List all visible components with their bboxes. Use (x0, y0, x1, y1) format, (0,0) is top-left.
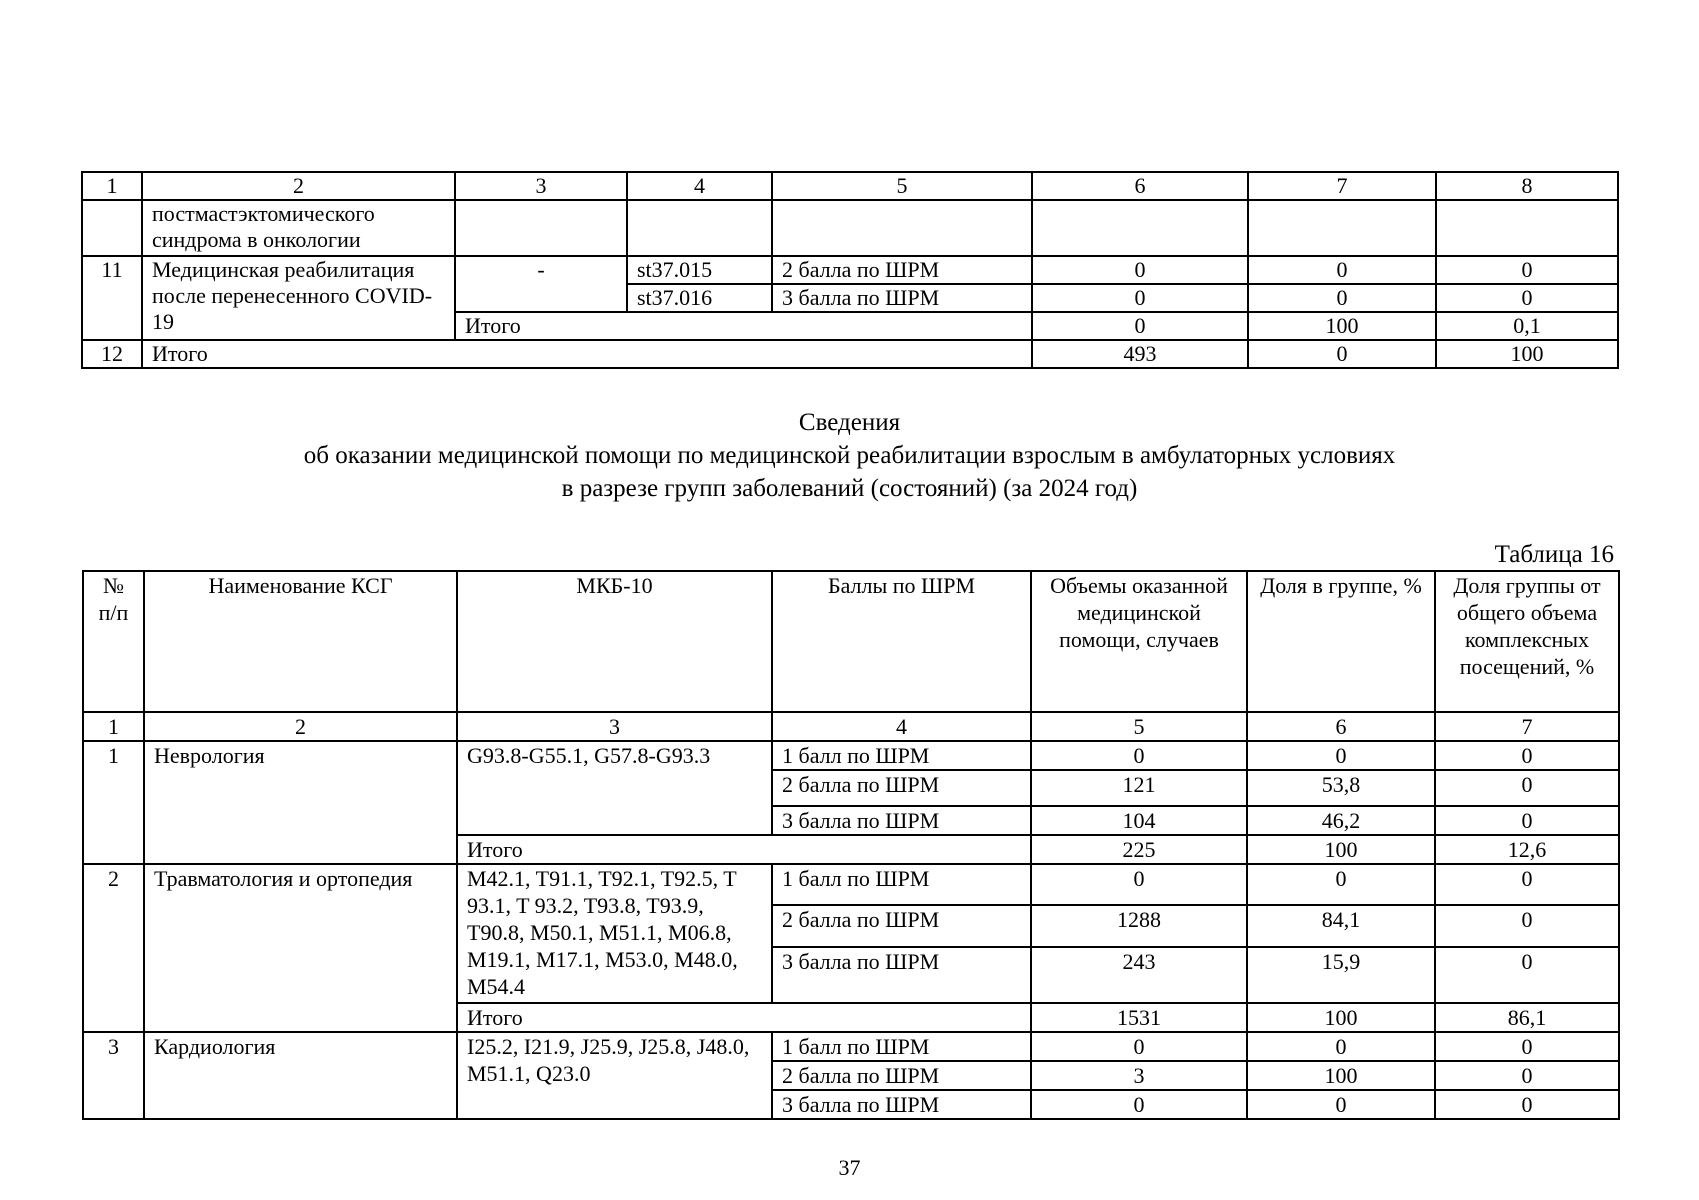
total-label: Итого (457, 1003, 1031, 1032)
value-cell: 0 (1248, 340, 1436, 368)
value-cell: 0 (1435, 770, 1619, 806)
col-number: 4 (627, 172, 772, 200)
value-cell: 0 (1248, 256, 1436, 284)
value-cell: 1288 (1031, 905, 1247, 947)
value-cell: 0 (1032, 256, 1248, 284)
row-number: 12 (82, 340, 142, 368)
value-cell: 0 (1436, 256, 1618, 284)
col-number: 1 (83, 712, 144, 741)
value-cell: 0 (1435, 1090, 1619, 1119)
value-cell: 100 (1247, 1003, 1435, 1032)
value-cell: 0 (1435, 806, 1619, 835)
cell (1032, 200, 1248, 256)
value-cell: 86,1 (1435, 1003, 1619, 1032)
score-cell: 2 балла по ШРМ (772, 1061, 1031, 1090)
col-number: 2 (142, 172, 455, 200)
mkb-codes: M42.1, T91.1, T92.1, T92.5, T 93.1, T 93.2, T93.8, T93.9, T90.8, M50.1, M51.1, M06.8, M19.1, M17.1, M53.0, M48.0, M54.4 (457, 864, 772, 1003)
group-name: Кардиология (144, 1032, 457, 1119)
col-number: 3 (457, 712, 772, 741)
col-number: 4 (772, 712, 1031, 741)
header-cell: № п/п (83, 571, 144, 712)
group-name: Неврология (144, 741, 457, 864)
ksg-code: st37.016 (627, 284, 772, 312)
mkb-code: - (455, 256, 627, 312)
header-row (83, 571, 1619, 712)
ksg-code: st37.015 (627, 256, 772, 284)
value-cell: 0 (1247, 864, 1435, 905)
title-line: в разрезе групп заболеваний (состояний) (за 2024 год) (561, 475, 1138, 502)
value-cell: 0 (1247, 1090, 1435, 1119)
value-cell: 53,8 (1247, 770, 1435, 806)
group-number: 3 (83, 1032, 144, 1119)
value-cell: 243 (1031, 947, 1247, 1003)
col-number: 6 (1247, 712, 1435, 741)
title-line: об оказании медицинской помощи по медицинской реабилитации взрослым в амбулаторных условиях (303, 442, 1396, 469)
value-cell: 0 (1247, 741, 1435, 770)
value-cell: 0 (1435, 741, 1619, 770)
page-number: 37 (838, 1155, 861, 1180)
score-cell: 1 балл по ШРМ (772, 864, 1031, 905)
value-cell: 0 (1032, 284, 1248, 312)
value-cell: 100 (1248, 312, 1436, 340)
value-cell: 0 (1031, 1032, 1247, 1061)
group-number: 2 (83, 864, 144, 1032)
score-cell: 3 балла по ШРМ (772, 947, 1031, 1003)
score-cell: 3 балла по ШРМ (772, 806, 1031, 835)
col-number: 1 (82, 172, 142, 200)
col-number: 8 (1436, 172, 1618, 200)
score-cell: 3 балла по ШРМ (772, 284, 1032, 312)
row-number: 11 (82, 256, 142, 340)
table-row (83, 741, 1619, 770)
column-number-row (82, 172, 1618, 200)
header-cell: Доля в группе, % (1247, 571, 1435, 712)
cell (1436, 200, 1618, 256)
value-cell: 0 (1435, 1061, 1619, 1090)
row-name: Медицинская реабилитация после перенесенного COVID-19 (142, 256, 455, 340)
table-row (83, 1032, 1619, 1061)
score-cell: 1 балл по ШРМ (772, 741, 1031, 770)
table-row (83, 864, 1619, 905)
value-cell: 100 (1436, 340, 1618, 368)
value-cell: 0 (1031, 1090, 1247, 1119)
value-cell: 0 (1436, 284, 1618, 312)
col-number: 7 (1248, 172, 1436, 200)
value-cell: 1531 (1031, 1003, 1247, 1032)
col-number: 2 (144, 712, 457, 741)
mkb-codes: I25.2, I21.9, J25.9, J25.8, J48.0, M51.1, Q23.0 (457, 1032, 772, 1119)
group-name: Травматология и ортопедия (144, 864, 457, 1032)
cell (772, 200, 1032, 256)
title-line: Сведения (798, 409, 901, 436)
value-cell: 0,1 (1436, 312, 1618, 340)
value-cell: 100 (1247, 1061, 1435, 1090)
value-cell: 100 (1247, 835, 1435, 864)
header-cell: Баллы по ШРМ (772, 571, 1031, 712)
col-number: 6 (1032, 172, 1248, 200)
score-cell: 1 балл по ШРМ (772, 1032, 1031, 1061)
cell (1248, 200, 1436, 256)
value-cell: 0 (1031, 864, 1247, 905)
value-cell: 0 (1435, 905, 1619, 947)
value-cell: 104 (1031, 806, 1247, 835)
header-cell: Наименование КСГ (144, 571, 457, 712)
column-number-row (83, 712, 1619, 741)
value-cell: 12,6 (1435, 835, 1619, 864)
value-cell: 0 (1435, 1032, 1619, 1061)
col-number: 5 (1031, 712, 1247, 741)
section-title (0, 406, 1699, 505)
value-cell: 0 (1031, 741, 1247, 770)
table-row (82, 340, 1618, 368)
value-cell: 0 (1247, 1032, 1435, 1061)
value-cell: 84,1 (1247, 905, 1435, 947)
score-cell: 2 балла по ШРМ (772, 256, 1032, 284)
col-number: 3 (455, 172, 627, 200)
value-cell: 15,9 (1247, 947, 1435, 1003)
value-cell: 121 (1031, 770, 1247, 806)
table-number: Таблица 16 (1494, 541, 1614, 568)
score-cell: 3 балла по ШРМ (772, 1090, 1031, 1119)
value-cell: 46,2 (1247, 806, 1435, 835)
header-cell: МКБ-10 (457, 571, 772, 712)
value-cell: 0 (1032, 312, 1248, 340)
value-cell: 225 (1031, 835, 1247, 864)
score-cell: 2 балла по ШРМ (772, 905, 1031, 947)
header-cell: Доля группы от общего объема комплексных посещений, % (1435, 571, 1619, 712)
mkb-codes: G93.8-G55.1, G57.8-G93.3 (457, 741, 772, 835)
total-label: Итого (455, 312, 1032, 340)
total-label: Итого (142, 340, 1032, 368)
cell (82, 200, 142, 256)
continued-table (81, 171, 1619, 369)
value-cell: 0 (1435, 947, 1619, 1003)
table-row (82, 200, 1618, 256)
total-label: Итого (457, 835, 1031, 864)
value-cell: 0 (1248, 284, 1436, 312)
row-name-continued: постмастэктомического синдрома в онкологии (142, 200, 455, 256)
value-cell: 493 (1032, 340, 1248, 368)
col-number: 5 (772, 172, 1032, 200)
cell (627, 200, 772, 256)
header-cell: Объемы оказанной медицинской помощи, случаев (1031, 571, 1247, 712)
value-cell: 3 (1031, 1061, 1247, 1090)
table-row (82, 256, 1618, 284)
cell (455, 200, 627, 256)
value-cell: 0 (1435, 864, 1619, 905)
col-number: 7 (1435, 712, 1619, 741)
table-16 (82, 570, 1620, 1120)
group-number: 1 (83, 741, 144, 864)
score-cell: 2 балла по ШРМ (772, 770, 1031, 806)
